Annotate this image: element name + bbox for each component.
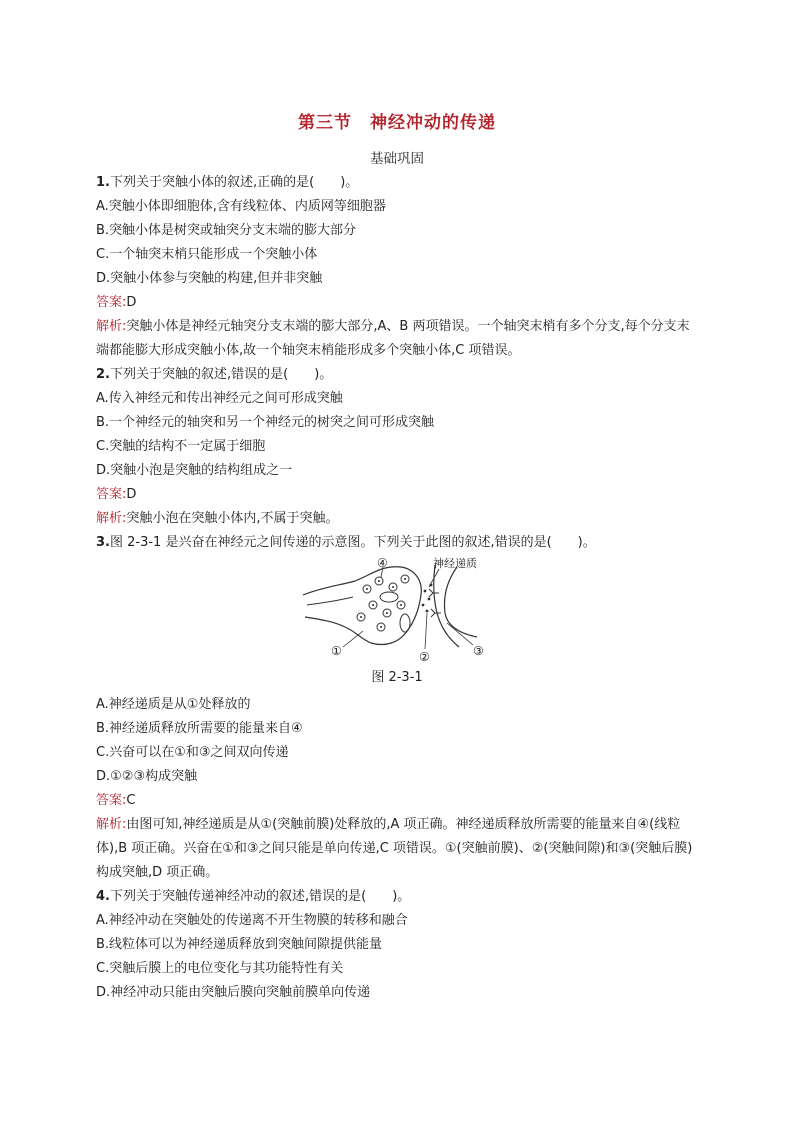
axon-inner-line <box>307 597 353 605</box>
content <box>96 171 698 1005</box>
option-c: C.兴奋可以在①和③之间双向传递 <box>96 745 289 760</box>
option-a: A.神经递质是从①处释放的 <box>96 697 251 712</box>
analysis-text: 突触小体是神经元轴突分支末端的膨大部分,A、B 两项错误。一个轴突末梢有多个分支,每个分支末端都能膨大形成突触小体,故一个轴突末梢能形成多个突触小体,C 项错误。 <box>96 319 690 358</box>
option-a: A.神经冲动在突触处的传递离不开生物膜的转移和融合 <box>96 913 408 928</box>
question-number: 4. <box>96 889 110 904</box>
question-text: 图 2-3-1 是兴奋在神经元之间传递的示意图。下列关于此图的叙述,错误的是( )。 <box>109 535 596 550</box>
question-3 <box>96 531 698 885</box>
option-c: C.突触的结构不一定属于细胞 <box>96 439 266 454</box>
answer <box>96 291 698 315</box>
analysis-label: 解析: <box>96 319 127 334</box>
analysis-text: 由图可知,神经递质是从①(突触前膜)处释放的,A 项正确。神经递质释放所需要的能量来自④(线粒体),B 项正确。兴奋在①和③之间只能是单向传递,C 项错误。①(突触前膜)、②(突触间隙)和③(突触后膜)构成突触,D 项正确。 <box>96 817 693 880</box>
question-stem <box>96 363 698 387</box>
option-b: B.线粒体可以为神经递质释放到突触间隙提供能量 <box>96 937 383 952</box>
presynaptic-outline <box>303 567 421 645</box>
question-4 <box>96 885 698 1005</box>
question-number: 2. <box>96 367 110 382</box>
question-stem <box>96 171 698 195</box>
postsynaptic-membrane <box>434 565 459 647</box>
answer <box>96 483 698 507</box>
option-a: A.传入神经元和传出神经元之间可形成突触 <box>96 391 343 406</box>
answer-label: 答案: <box>96 487 127 502</box>
figure-caption: 图 2-3-1 <box>371 670 423 685</box>
option-c: C.一个轴突末梢只能形成一个突触小体 <box>96 247 318 262</box>
question-stem <box>96 531 698 555</box>
option-b: B.神经递质释放所需要的能量来自④ <box>96 721 303 736</box>
leader-line-2 <box>425 613 427 649</box>
answer-value: D <box>126 295 137 310</box>
answer <box>96 789 698 813</box>
option-d: D.①②③构成突触 <box>96 769 198 784</box>
analysis <box>96 813 698 885</box>
question-text: 下列关于突触小体的叙述,正确的是( )。 <box>109 175 359 190</box>
answer-value: D <box>126 487 137 502</box>
question-number: 1. <box>96 175 110 190</box>
option-a: A.突触小体即细胞体,含有线粒体、内质网等细胞器 <box>96 199 386 214</box>
question-stem <box>96 885 698 909</box>
question-text: 下列关于突触传递神经冲动的叙述,错误的是( )。 <box>109 889 411 904</box>
label-transmitter: 神经递质 <box>433 557 477 570</box>
option-b: B.一个神经元的轴突和另一个神经元的树突之间可形成突触 <box>96 415 435 430</box>
analysis-label: 解析: <box>96 511 127 526</box>
analysis-text: 突触小泡在突触小体内,不属于突触。 <box>126 511 339 526</box>
question-number: 3. <box>96 535 110 550</box>
question-2 <box>96 363 698 531</box>
question-1 <box>96 171 698 363</box>
option-d: D.突触小体参与突触的构建,但并非突触 <box>96 271 323 286</box>
answer-label: 答案: <box>96 793 127 808</box>
option-d: D.神经冲动只能由突触后膜向突触前膜单向传递 <box>96 985 371 1000</box>
label-2: ② <box>419 650 430 664</box>
postsynaptic-membrane-2 <box>445 567 478 637</box>
analysis <box>96 315 698 363</box>
synapse-diagram <box>297 557 497 667</box>
transmitter-molecules <box>422 584 433 613</box>
leader-line-1 <box>343 631 363 647</box>
page-title: 第三节 神经冲动的传递 <box>298 113 496 133</box>
label-4: ④ <box>377 557 388 570</box>
synapse-figure <box>96 557 698 667</box>
option-b: B.突触小体是树突或轴突分支末端的膨大部分 <box>96 223 357 238</box>
question-text: 下列关于突触的叙述,错误的是( )。 <box>109 367 333 382</box>
mitochondrion <box>400 614 410 632</box>
option-c: C.突触后膜上的电位变化与其功能特性有关 <box>96 961 344 976</box>
mitochondrion <box>380 592 398 602</box>
analysis <box>96 507 698 531</box>
option-d: D.突触小泡是突触的结构组成之一 <box>96 463 293 478</box>
label-1: ① <box>331 644 342 658</box>
section-heading: 基础巩固 <box>370 151 424 167</box>
answer-label: 答案: <box>96 295 127 310</box>
leader-line-3 <box>447 623 473 645</box>
label-3: ③ <box>473 644 484 658</box>
answer-value: C <box>126 793 136 808</box>
analysis-label: 解析: <box>96 817 127 832</box>
